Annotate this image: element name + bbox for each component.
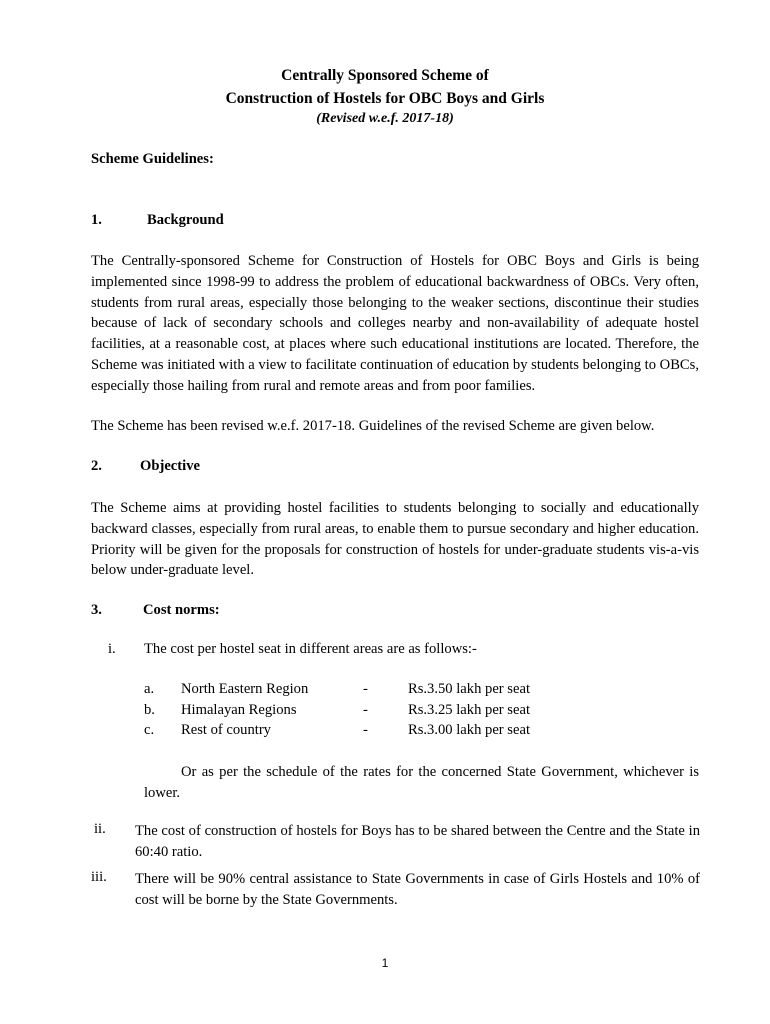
- rate-region: Rest of country: [181, 722, 271, 738]
- item-iii-marker: iii.: [91, 869, 107, 885]
- rate-row: [0, 681, 770, 701]
- rate-row: [0, 702, 770, 722]
- rates-note: Or as per the schedule of the rates for the concerned State Government, whichever is lower.: [144, 764, 699, 801]
- rate-dash: -: [363, 722, 368, 738]
- item-ii-text: The cost of construction of hostels for Boys has to be shared between the Centre and the State in 60:40 ratio.: [135, 823, 700, 860]
- item-ii-marker: ii.: [94, 821, 106, 837]
- section-3-heading: Cost norms:: [143, 602, 220, 618]
- rate-region: North Eastern Region: [181, 681, 309, 697]
- document-subtitle: (Revised w.e.f. 2017-18): [316, 111, 454, 126]
- rate-value: Rs.3.50 lakh per seat: [408, 681, 530, 697]
- item-iii-text: There will be 90% central assistance to State Governments in case of Girls Hostels and 10% of cost will be borne by the State Governments.: [135, 871, 700, 908]
- section-1-heading: Background: [147, 212, 224, 228]
- item-i-text: The cost per hostel seat in different areas are as follows:-: [144, 641, 477, 657]
- section-1-number: 1.: [91, 212, 102, 228]
- rate-row: [0, 722, 770, 742]
- item-i-marker: i.: [108, 641, 116, 657]
- background-paragraph: The Centrally-sponsored Scheme for Construction of Hostels for OBC Boys and Girls is being implemented since 1998-99 to address the problem of educational backwardness of OBCs. Very often, students from rural areas, especially those belonging to the weaker sections, discontinue their studies because of lack of secondary schools and colleges nearby and non-availability of adequate hostel facilities, at a reasonable cost, at places where such educational institutions are located. Therefore, the Scheme was initiated with a view to facilitate continuation of education by students belonging to OBCs, especially those hailing from rural and remote areas and from poor families.: [91, 253, 699, 394]
- rate-dash: -: [363, 702, 368, 718]
- objective-paragraph: The Scheme aims at providing hostel facilities to students belonging to socially and educationally backward classes, especially from rural areas, to enable them to pursue secondary and higher education. Priority will be given for the proposals for construction of hostels for under-graduate students vis-a-vis below under-graduate level.: [91, 500, 699, 579]
- section-2-number: 2.: [91, 458, 102, 474]
- revision-paragraph: The Scheme has been revised w.e.f. 2017-18. Guidelines of the revised Scheme are given below.: [91, 418, 655, 434]
- rate-letter: c.: [144, 722, 155, 738]
- rate-value: Rs.3.00 lakh per seat: [408, 722, 530, 738]
- rate-region: Himalayan Regions: [181, 702, 297, 718]
- rate-dash: -: [363, 681, 368, 697]
- document-title-line2: Construction of Hostels for OBC Boys and Girls: [225, 90, 545, 107]
- rate-letter: b.: [144, 702, 155, 718]
- rate-value: Rs.3.25 lakh per seat: [408, 702, 530, 718]
- rate-letter: a.: [144, 681, 155, 697]
- page-number: 1: [381, 956, 389, 970]
- document-title-line1: Centrally Sponsored Scheme of: [281, 67, 489, 84]
- section-3-number: 3.: [91, 602, 102, 618]
- section-2-heading: Objective: [140, 458, 200, 474]
- scheme-guidelines-heading: Scheme Guidelines:: [91, 151, 214, 167]
